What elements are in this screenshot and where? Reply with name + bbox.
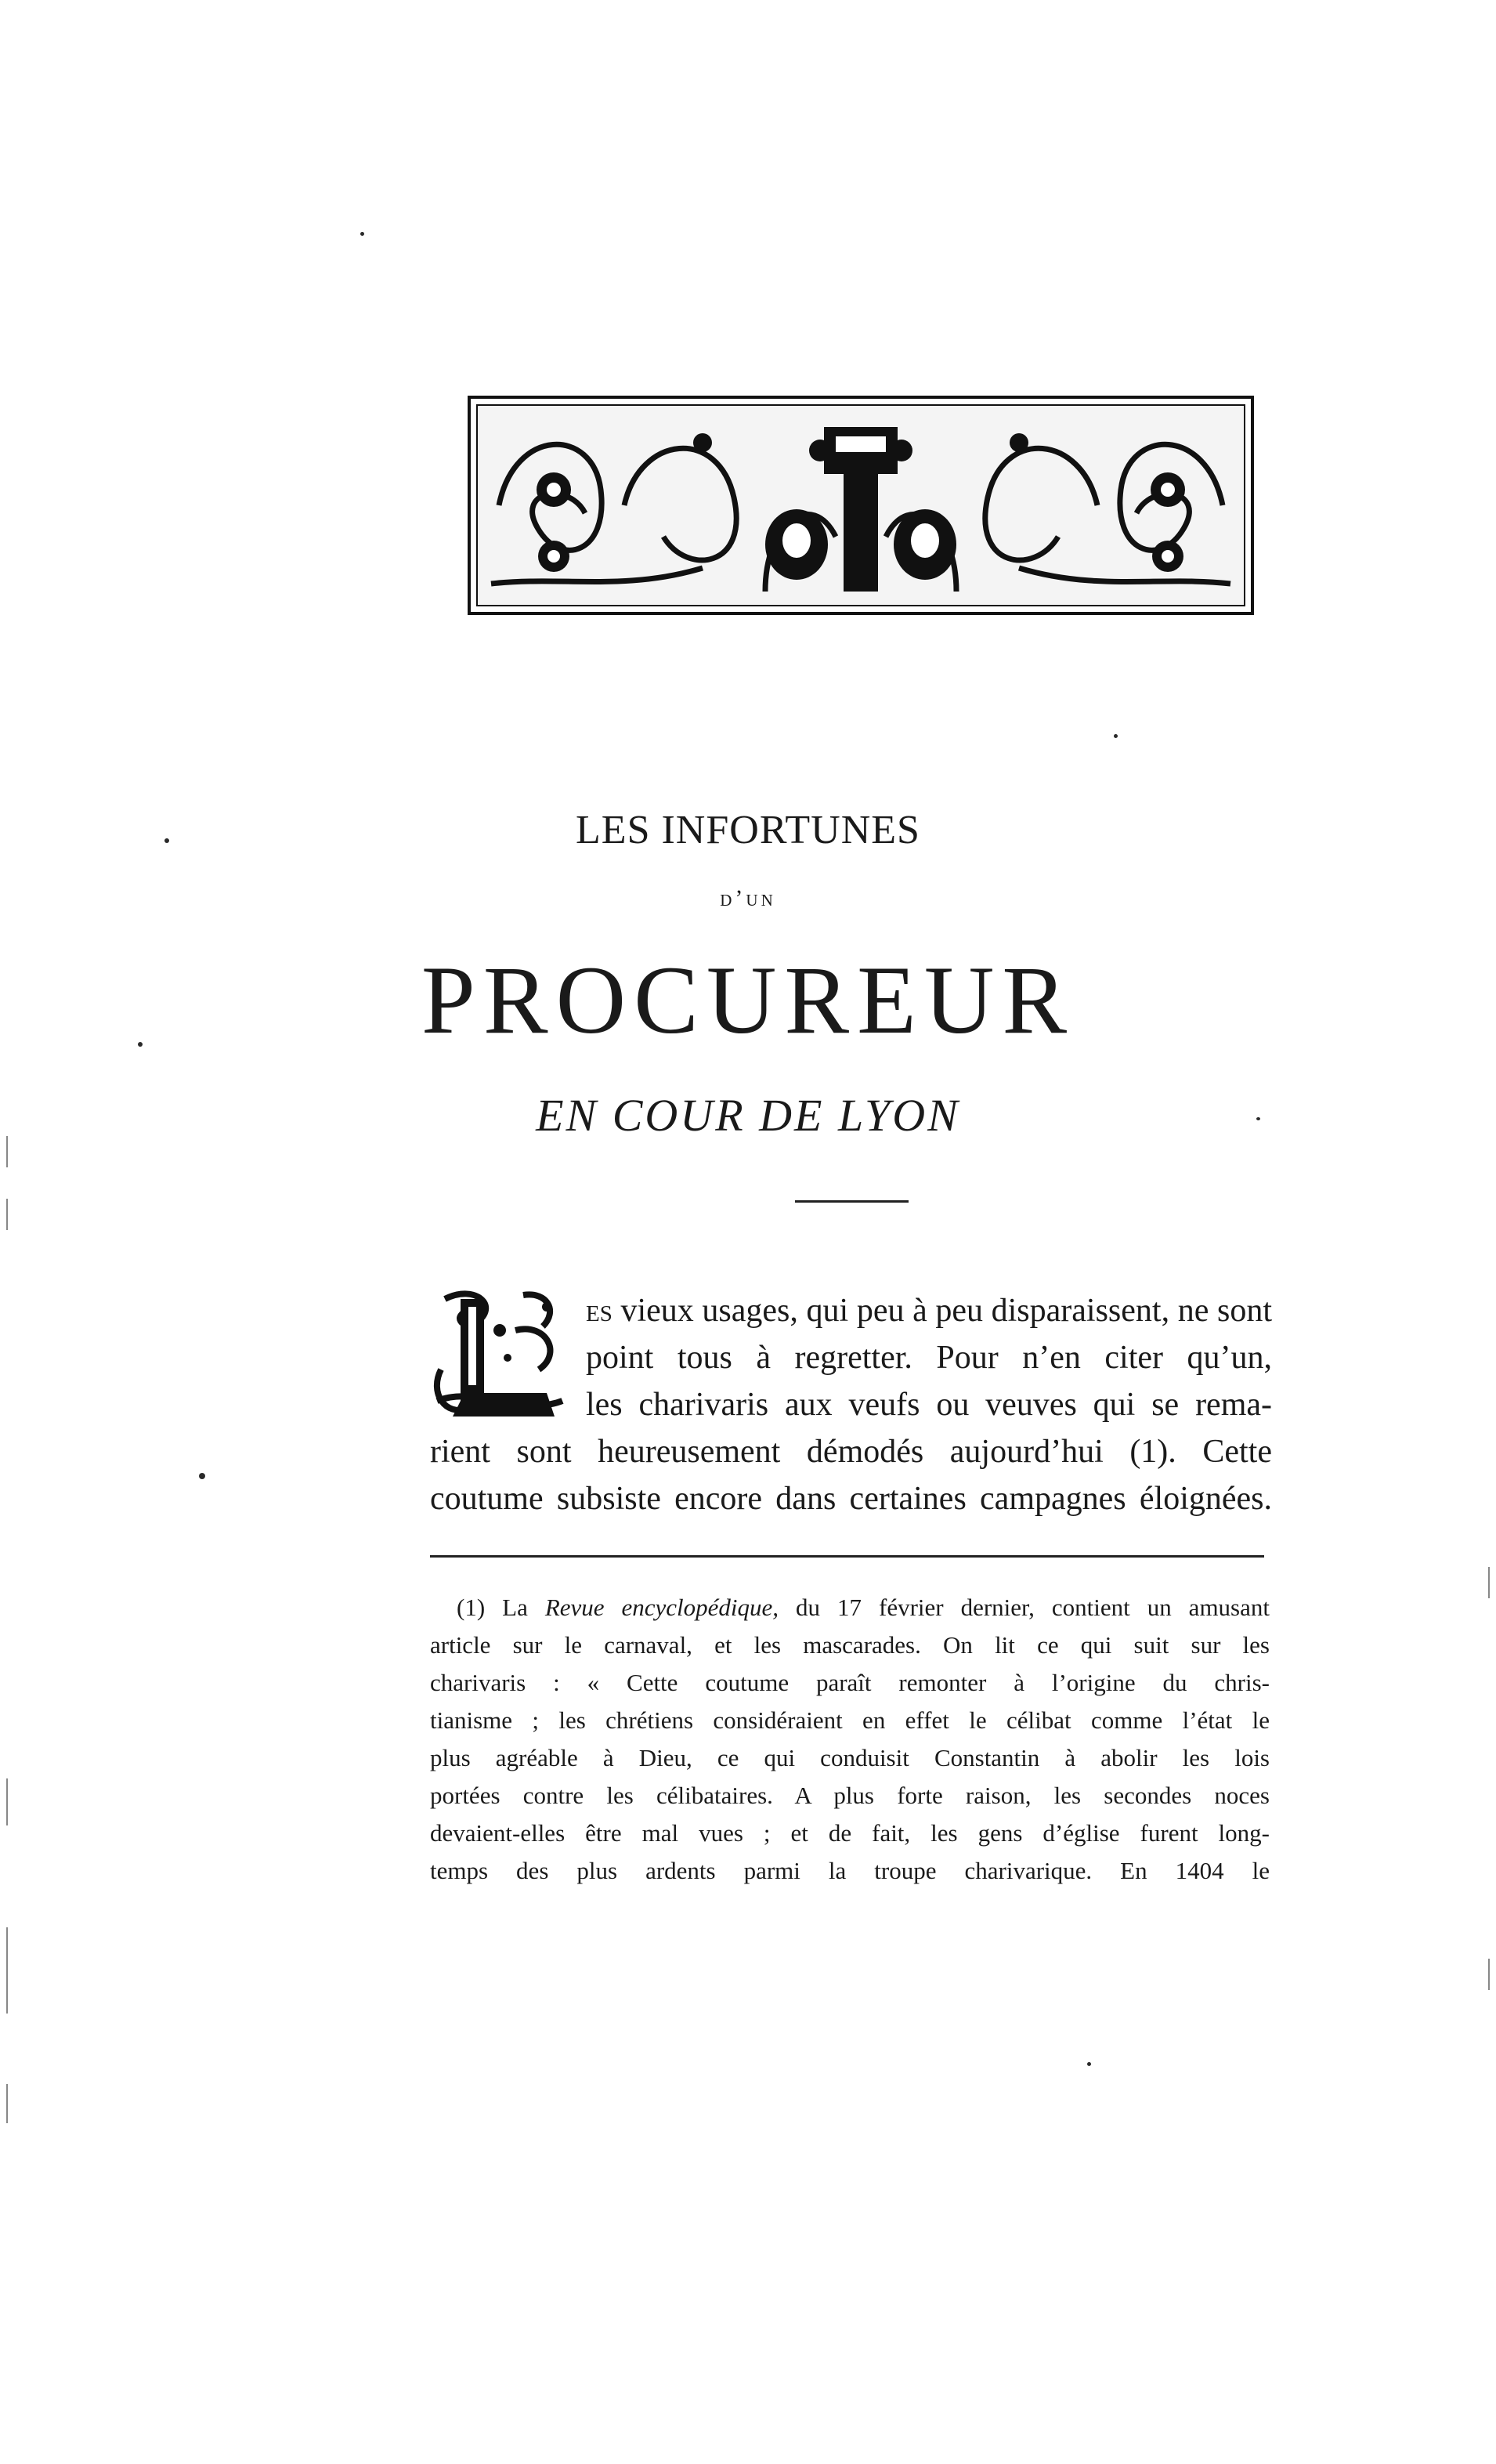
- footnote-marker: (1) La: [457, 1594, 545, 1621]
- scan-edge-mark: [6, 1927, 8, 2014]
- footnote-separator: [430, 1555, 1264, 1558]
- body-line-2: point tous à regretter. Pour n’en citer qu’un,: [586, 1340, 1272, 1376]
- footnote-line-1-rest: du 17 février dernier, contient un amusant: [779, 1594, 1270, 1621]
- scan-speck: [1114, 734, 1118, 738]
- dropcap-ornamental-letter: [429, 1283, 566, 1423]
- scan-speck: [360, 232, 364, 236]
- body-line-1-text: vieux usages, qui peu à peu disparaissent, ne sont: [612, 1293, 1272, 1329]
- footnote-line-5: plus agréable à Dieu, ce qui conduisit Constantin à abolir les lois: [430, 1744, 1270, 1771]
- title-divider: [795, 1200, 909, 1203]
- body-line-1: [586, 1294, 1272, 1327]
- title-line-2: d’un: [720, 885, 776, 911]
- body-line-4: rient sont heureusement démodés aujourd’hui (1). Cette: [430, 1434, 1272, 1470]
- footnote-line-1: [457, 1595, 1270, 1619]
- footnote-line-2: article sur le carnaval, et les mascarades. On lit ce qui suit sur les: [430, 1631, 1270, 1659]
- ornamental-headpiece: [468, 396, 1254, 615]
- title-subtitle: EN COUR DE LYON: [536, 1090, 960, 1141]
- scan-edge-mark: [6, 1778, 8, 1825]
- footnote-line-7: devaient-elles être mal vues ; et de fait, les gens d’église furent long-: [430, 1819, 1270, 1847]
- scan-edge-mark: [1488, 1959, 1490, 1990]
- scan-speck: [199, 1473, 205, 1479]
- scan-speck: [138, 1042, 143, 1047]
- title-main: PROCUREUR: [421, 946, 1075, 1054]
- footnote-line-3: charivaris : « Cette coutume paraît remonter à l’origine du chris-: [430, 1669, 1270, 1696]
- scan-speck: [1256, 1117, 1260, 1120]
- body-line-3: les charivaris aux veufs ou veuves qui se rema-: [586, 1387, 1272, 1423]
- scan-edge-mark: [6, 2084, 8, 2123]
- scan-speck: [1087, 2062, 1091, 2066]
- body-line-5: coutume subsiste encore dans certaines campagnes éloignées.: [430, 1481, 1272, 1517]
- footnote-journal-title: Revue encyclopédique,: [544, 1594, 779, 1621]
- scan-edge-mark: [6, 1136, 8, 1167]
- scan-edge-mark: [6, 1199, 8, 1230]
- body-line-1-smallcaps: es: [586, 1293, 612, 1329]
- scan-edge-mark: [1488, 1567, 1490, 1598]
- dropcap-letter: L: [429, 1283, 430, 1284]
- footnote-line-8: temps des plus ardents parmi la troupe charivarique. En 1404 le: [430, 1857, 1270, 1884]
- footnote-line-4: tianisme ; les chrétiens considéraient en effet le célibat comme l’état le: [430, 1706, 1270, 1734]
- footnote-line-6: portées contre les célibataires. A plus forte raison, les secondes noces: [430, 1782, 1270, 1809]
- scan-speck: [164, 838, 169, 843]
- title-line-1: LES INFORTUNES: [576, 808, 920, 852]
